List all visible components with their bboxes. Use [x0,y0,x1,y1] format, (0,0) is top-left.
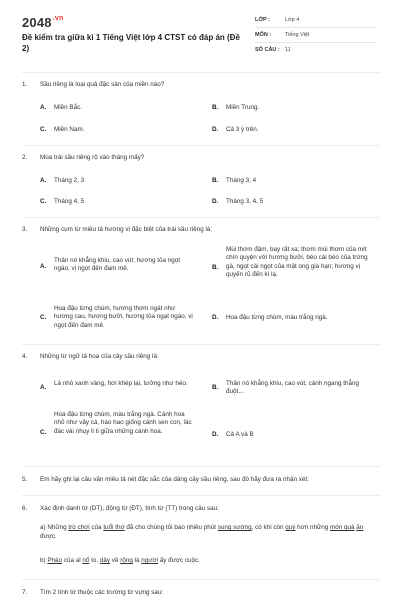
option-letter: C. [40,126,47,133]
option-letter: C. [40,314,47,321]
question-text: Em hãy ghi lại câu văn miêu tả nét đặc sắc của dáng cây sầu riêng, sau đó hãy đưa ra nhận xét: [40,476,309,483]
meta-subject [255,32,375,38]
option-text: Cả A và B [226,431,254,438]
sub-text: b) [40,557,48,564]
option-letter: A. [40,384,47,391]
question-text: Tìm 2 tính từ thuộc các trường từ vựng sau: [40,589,164,596]
meta-count [255,47,375,53]
option-letter: B. [212,384,219,391]
logo[interactable] [22,15,63,30]
option-letter: A. [40,104,47,111]
option-text: Hoa đậu từng chùm, màu trắng ngà. [226,314,328,321]
sub-text: được. [40,532,57,540]
meta-value: 11 [285,47,291,53]
sub-text: a) Những [40,524,69,531]
underlined-word: rộng [120,557,133,564]
option-text: Tháng 2, 3 [54,177,85,184]
divider [22,344,380,345]
meta-value: Lớp 4 [285,17,300,23]
option-letter: B. [212,104,219,111]
underlined-word: dây [99,557,111,564]
option-text: Hoa đậu từng chùm, màu trắng ngà. Cánh hoa nhỏ như vảy cá, hao hao giống cánh sen con, lác đác vài nhụy li ti giữa những cánh hoa. [54,411,192,435]
option-c[interactable] [40,411,202,455]
question-number: 5. [22,476,28,483]
option-letter: D. [212,314,219,321]
logo-text: 2048 [22,15,52,30]
meta-label: SỐ CÂU : [255,47,280,53]
option-letter: D. [212,198,219,205]
divider [22,466,380,467]
option-letter: C. [40,429,47,436]
underlined-word: tuổi thơ [103,524,125,531]
sub-text: ấy được cuộc. [157,557,200,564]
sub-text: là [132,557,142,564]
sub-question-b [40,557,380,566]
sub-text: to, [89,557,100,564]
option-letter: B. [212,177,219,184]
sub-text: về [110,557,121,564]
option-text: Miền Trung. [226,104,260,111]
option-text: Cả 3 ý trên. [226,126,259,133]
option-letter: D. [212,126,219,133]
question-text: Sầu riêng là loại quả đặc sản của miền nào? [40,81,165,88]
option-a[interactable] [40,257,202,277]
option-text: Tháng 3, 4 [226,177,257,184]
underlined-word: sung sướng [217,524,252,531]
meta-divider [255,27,377,28]
question-number: 2. [22,154,28,161]
option-letter: A. [40,177,47,184]
option-letter: D. [212,431,219,438]
option-letter: A. [40,263,47,270]
divider [22,495,380,496]
question-number: 3. [22,226,28,233]
underlined-word: ăn [356,524,364,531]
option-text: Thân nó khẳng khiu, cao vút; hương tỏa ngọt ngào, vị ngọt đến đam mê. [54,257,180,273]
underlined-word: nổ [82,557,90,564]
header [0,0,400,64]
question-text: Mùa trái sầu riêng rộ vào tháng mấy? [40,154,145,161]
meta-label: LỚP : [255,17,270,23]
sub-text: của [89,524,104,531]
option-text: Thân nó khẳng khiu, cao vút, cành ngang thẳng đuột... [226,380,360,396]
divider [22,145,380,146]
underlined-word: trò chơi [68,524,90,531]
underlined-word: món quà [330,524,355,531]
sub-text: của ai [62,557,83,564]
option-b[interactable] [212,380,380,400]
meta-label: MÔN : [255,32,272,38]
question-number: 6. [22,505,28,512]
sub-text: hơn những [295,524,331,531]
option-c[interactable] [40,305,202,335]
page-title: Đề kiểm tra giữa kì 1 Tiếng Việt lớp 4 CTST có đáp án (Đề 2) [22,33,240,53]
question-text: Những cụm từ miêu tả hương vị đặc biệt của trái sầu riêng là: [40,226,213,233]
underlined-word: người [141,557,158,564]
logo-suffix: .vn [52,15,64,22]
question-number: 4. [22,353,28,360]
sub-text: đã cho chúng tôi bao nhiêu phút [124,524,218,531]
question-text: Xác định danh từ (DT), động từ (ĐT), tính từ (TT) trong câu sau: [40,505,219,512]
divider [22,217,380,218]
meta-divider [255,42,377,43]
option-text: Miền Bắc. [54,104,82,111]
divider [22,72,380,73]
divider [22,579,380,580]
option-letter: C. [40,198,47,205]
meta-value: Tiếng Việt [285,32,310,38]
meta-class [255,17,375,23]
sub-text: , có khi còn [251,524,286,531]
question-number: 7. [22,589,28,596]
option-letter: B. [212,264,219,271]
option-text: Lá nhỏ xanh vàng, hơi khép lại, tưởng như héo. [54,380,188,387]
underlined-word: quý [285,524,296,531]
option-a[interactable] [40,380,202,400]
underlined-word: Pháo [47,557,63,564]
question-number: 1. [22,81,28,88]
option-text: Miền Nam. [54,126,85,133]
question-text: Những từ ngữ tả hoa của cây sầu riêng là: [40,353,159,360]
option-text: Hoa đậu từng chùm, hương thơm ngát như hương cau, hương bưởi, hương tỏa ngạt ngào, vị ngọt đến đam mê. [54,305,193,329]
sub-question-a [40,524,380,541]
option-text: Tháng 4, 5 [54,198,85,205]
option-text: Mùi thơm đậm, bay rất xa; thơm mùi thơm của mít chín quyện với hương bưởi, béo cái béo của trứng gà, ngọt cái ngọt của mật ong già hạn; hương vị quyến rũ đến kì lạ. [226,246,368,278]
option-b[interactable] [212,246,380,288]
option-text: Tháng 3, 4, 5 [226,198,264,205]
